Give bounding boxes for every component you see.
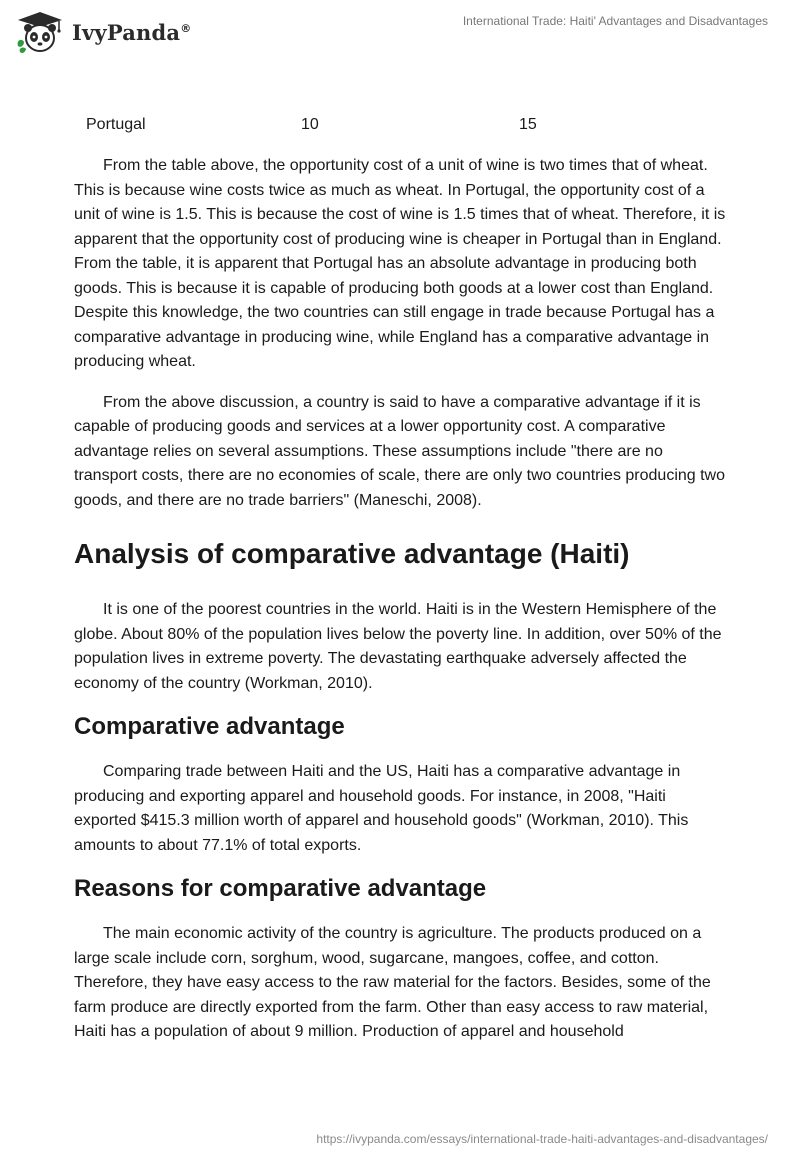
panda-graduate-icon xyxy=(14,10,66,54)
table-cell-value: 10 xyxy=(301,116,319,133)
ivypanda-logo[interactable] xyxy=(14,10,191,54)
section-heading-analysis: Analysis of comparative advantage (Haiti) xyxy=(74,538,630,569)
article-body xyxy=(74,154,726,1061)
logo-wordmark: IvyPanda® xyxy=(72,19,192,45)
table-row xyxy=(86,116,686,136)
subheading-reasons: Reasons for comparative advantage xyxy=(74,875,487,902)
source-url[interactable]: https://ivypanda.com/essays/international-trade-haiti-advantages-and-disadvantages/ xyxy=(316,1132,768,1146)
paragraph-opportunity-cost: From the table above, the opportunity cost of a unit of wine is two times that of wheat. This is because wine costs twice as much as wheat. In Portugal, the opportunity cost of a unit of wine is 1.5. This is because the cost of wine is 1.5 times that of wheat. Therefore, it is apparent that the opportunity cost of producing wine is cheaper in Portugal than in England. From the table, it is apparent that Portugal has an absolute advantage in producing both goods. This is because it is capable of producing both goods at a lower cost than England. Despite this knowledge, the two countries can still engage in trade because Portugal has a comparative advantage in producing wine, while England has a comparative advantage in producing wheat. xyxy=(74,157,726,370)
table-cell-value: 15 xyxy=(519,116,537,133)
subheading-comparative-advantage: Comparative advantage xyxy=(74,713,345,740)
page-header xyxy=(0,0,800,70)
paragraph-haiti-overview: It is one of the poorest countries in the world. Haiti is in the Western Hemisphere of the globe. About 80% of the population lives below the poverty line. In addition, over 50% of the population lives in extreme poverty. The devastating earthquake adversely affected the economy of the country (Workman, 2010). xyxy=(74,601,722,692)
paragraph-comparative-definition: From the above discussion, a country is said to have a comparative advantage if it is capable of producing goods and services at a lower opportunity cost. A comparative advantage relies on several assumptions. These assumptions include "there are no transport costs, there are no economies of scale, there are only two countries producing two goods, and there are no trade barriers" (Maneschi, 2008). xyxy=(74,393,726,509)
paragraph-haiti-exports: Comparing trade between Haiti and the US, Haiti has a comparative advantage in producing and exporting apparel and household goods. For instance, in 2008, "Haiti exported $415.3 million worth of apparel and household goods" (Workman, 2010). This amounts to about 77.1% of total exports. xyxy=(74,763,689,854)
document-title: International Trade: Haiti' Advantages and Disadvantages xyxy=(462,14,768,28)
paragraph-reasons: The main economic activity of the country is agriculture. The products produced on a large scale include corn, sorghum, wood, sugarcane, mangoes, coffee, and cotton. Therefore, they have easy access to the raw material for the factors. Besides, some of the farm produce are directly exported from the farm. Other than easy access to raw material, Haiti has a population of about 9 million. Production of apparel and household xyxy=(74,925,711,1040)
table-cell-country: Portugal xyxy=(86,116,146,133)
